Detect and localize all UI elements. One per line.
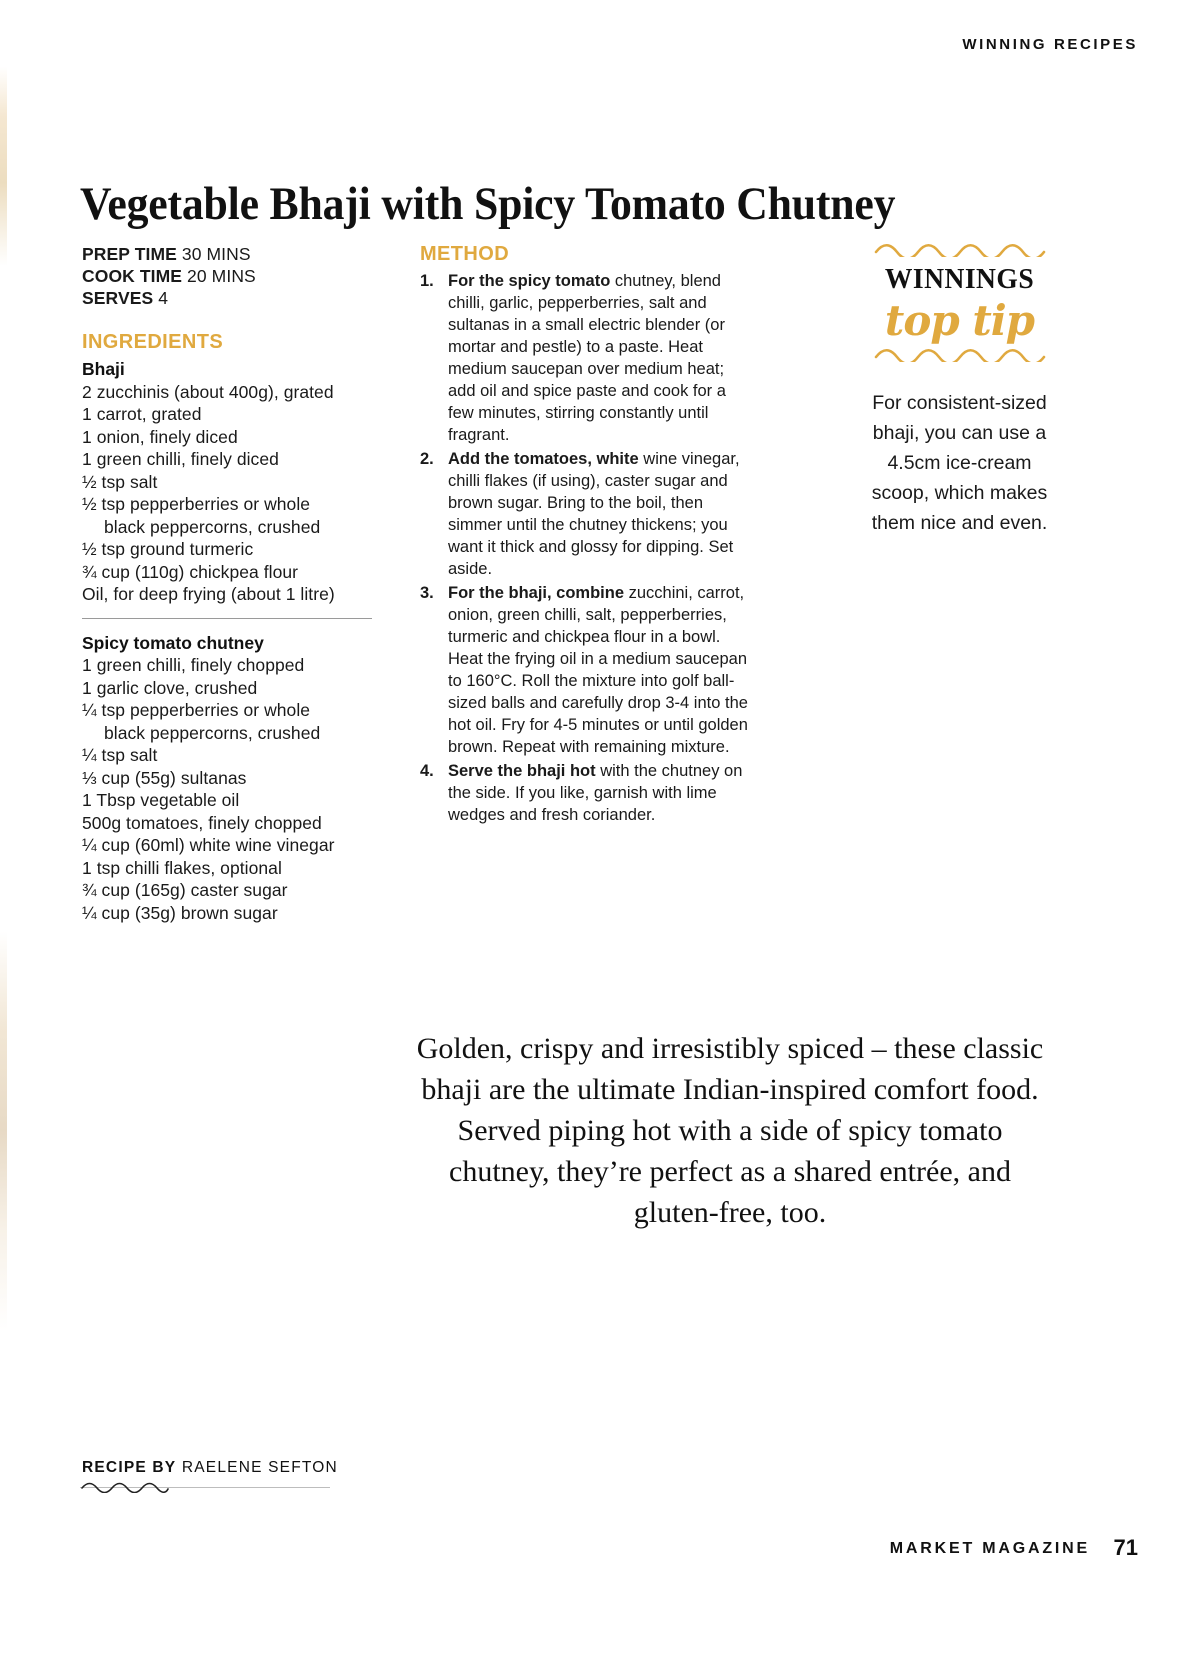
method-step-lead: For the spicy tomato	[448, 272, 611, 290]
ingredient-item: ⅓ cup (55g) sultanas	[82, 767, 247, 788]
method-step	[420, 270, 750, 446]
top-tip-box	[862, 243, 1057, 538]
wavy-rule-top-icon	[874, 243, 1046, 257]
top-tip-column	[862, 243, 1057, 538]
method-step-text: wine vinegar, chilli flakes (if using), caster sugar and brown sugar. Bring to the boil, then simmer until the chutney thickens; you want it thick and glossy for dipping. Set aside.	[448, 450, 740, 578]
method-step	[420, 448, 750, 580]
method-step	[420, 582, 750, 758]
magazine-name: MARKET MAGAZINE	[889, 1540, 1090, 1557]
ingredient-item: 1 tsp chilli flakes, optional	[82, 857, 282, 878]
method-step-number: 4.	[420, 762, 434, 780]
method-step	[420, 760, 750, 826]
top-tip-script: top tip	[884, 296, 1035, 345]
ingredient-item: ¼ tsp salt	[82, 745, 158, 765]
ingredient-item: 2 zucchinis (about 400g), grated	[82, 381, 334, 402]
prep-time-line	[82, 243, 382, 265]
recipe-credit-name: RAELENE SEFTON	[181, 1459, 338, 1476]
ingredient-item: Oil, for deep frying (about 1 litre)	[82, 584, 335, 604]
prep-time-label: PREP TIME	[82, 244, 177, 264]
page-edge-strip	[0, 0, 7, 1663]
top-tip-brand: WINNINGS	[884, 263, 1035, 295]
method-step-number: 1.	[420, 272, 434, 290]
method-step-number: 3.	[420, 584, 434, 602]
ingredients-column	[82, 243, 382, 924]
method-step-text: chutney, blend chilli, garlic, pepperberries, salt and sultanas in a small electric blender (or mortar and pestle) to a paste. Heat medium saucepan over medium heat; add oil and spice paste and cook for a few minutes, stirring constantly until fragrant.	[448, 272, 726, 444]
cook-time-value: 20 MINS	[187, 266, 256, 286]
ingredient-item: 500g tomatoes, finely chopped	[82, 812, 322, 833]
ingredient-item: 1 green chilli, finely chopped	[82, 655, 305, 675]
method-step-lead: Serve the bhaji hot	[448, 762, 596, 780]
method-step-text: with the chutney on the side. If you like, garnish with lime wedges and fresh coriander.	[448, 762, 743, 824]
ingredient-item: ¾ cup (165g) caster sugar	[82, 880, 288, 900]
ingredient-group-chutney	[82, 632, 382, 925]
serves-label: SERVES	[82, 288, 154, 308]
method-step-lead: For the bhaji, combine	[448, 584, 625, 602]
ingredient-item: ¼ cup (60ml) white wine vinegar	[82, 835, 335, 855]
method-step-lead: Add the tomatoes, white	[448, 450, 639, 468]
recipe-credit-label: RECIPE BY	[82, 1459, 177, 1476]
wavy-rule-credit-icon	[80, 1481, 170, 1493]
ingredient-item-continuation: black peppercorns, crushed	[104, 722, 321, 743]
recipe-credit	[82, 1459, 338, 1477]
method-column	[420, 243, 750, 828]
top-tip-body: For consistent-sized bhaji, you can use a 4.5cm ice-cream scoop, which makes them nice and even.	[871, 392, 1048, 534]
ingredients-heading: INGREDIENTS	[82, 331, 224, 353]
method-heading: METHOD	[420, 243, 510, 265]
method-list	[420, 270, 750, 826]
standfirst-paragraph: Golden, crispy and irresistibly spiced – these classic bhaji are the ultimate Indian-inspired comfort food. Served piping hot with a side of spicy tomato chutney, they’re perfect as a shared entrée, and gluten-free, too.	[416, 1032, 1044, 1229]
page-title: Vegetable Bhaji with Spicy Tomato Chutney	[80, 178, 896, 231]
ingredient-item: ¼ cup (35g) brown sugar	[82, 902, 278, 923]
ingredient-item: ¾ cup (110g) chickpea flour	[82, 561, 299, 582]
method-step-text: zucchini, carrot, onion, green chilli, salt, pepperberries, turmeric and chickpea flour in a bowl. Heat the frying oil in a medium saucepan to 160°C. Roll the mixture into golf ball-sized balls and carefully drop 3-4 into the hot oil. Fry for 4-5 minutes or until golden brown. Repeat with remaining mixture.	[448, 584, 748, 756]
wavy-rule-bottom-icon	[874, 348, 1046, 362]
ingredients-divider	[82, 618, 372, 619]
serves-value: 4	[158, 288, 169, 308]
ingredient-item: 1 onion, finely diced	[82, 426, 238, 447]
ingredient-group-bhaji	[82, 358, 382, 606]
ingredient-group-subhead: Spicy tomato chutney	[82, 632, 264, 653]
serves-line	[82, 287, 382, 309]
method-step-number: 2.	[420, 450, 434, 468]
ingredient-item: ½ tsp pepperberries or whole	[82, 494, 311, 514]
ingredient-item: ¼ tsp pepperberries or whole	[82, 700, 311, 720]
running-head: WINNING RECIPES	[962, 36, 1138, 53]
ingredient-item: ½ tsp salt	[82, 471, 158, 492]
ingredient-item: 1 garlic clove, crushed	[82, 677, 258, 698]
cook-time-label: COOK TIME	[82, 266, 183, 286]
ingredient-item: 1 carrot, grated	[82, 404, 202, 424]
prep-time-value: 30 MINS	[181, 244, 251, 264]
ingredient-item: 1 green chilli, finely diced	[82, 449, 279, 469]
ingredient-item: ½ tsp ground turmeric	[82, 539, 254, 559]
cook-time-line	[82, 265, 382, 287]
page-number: 71	[1113, 1535, 1138, 1560]
ingredient-item: 1 Tbsp vegetable oil	[82, 790, 240, 810]
ingredient-group-subhead: Bhaji	[82, 359, 125, 379]
ingredient-item-continuation: black peppercorns, crushed	[104, 516, 321, 537]
